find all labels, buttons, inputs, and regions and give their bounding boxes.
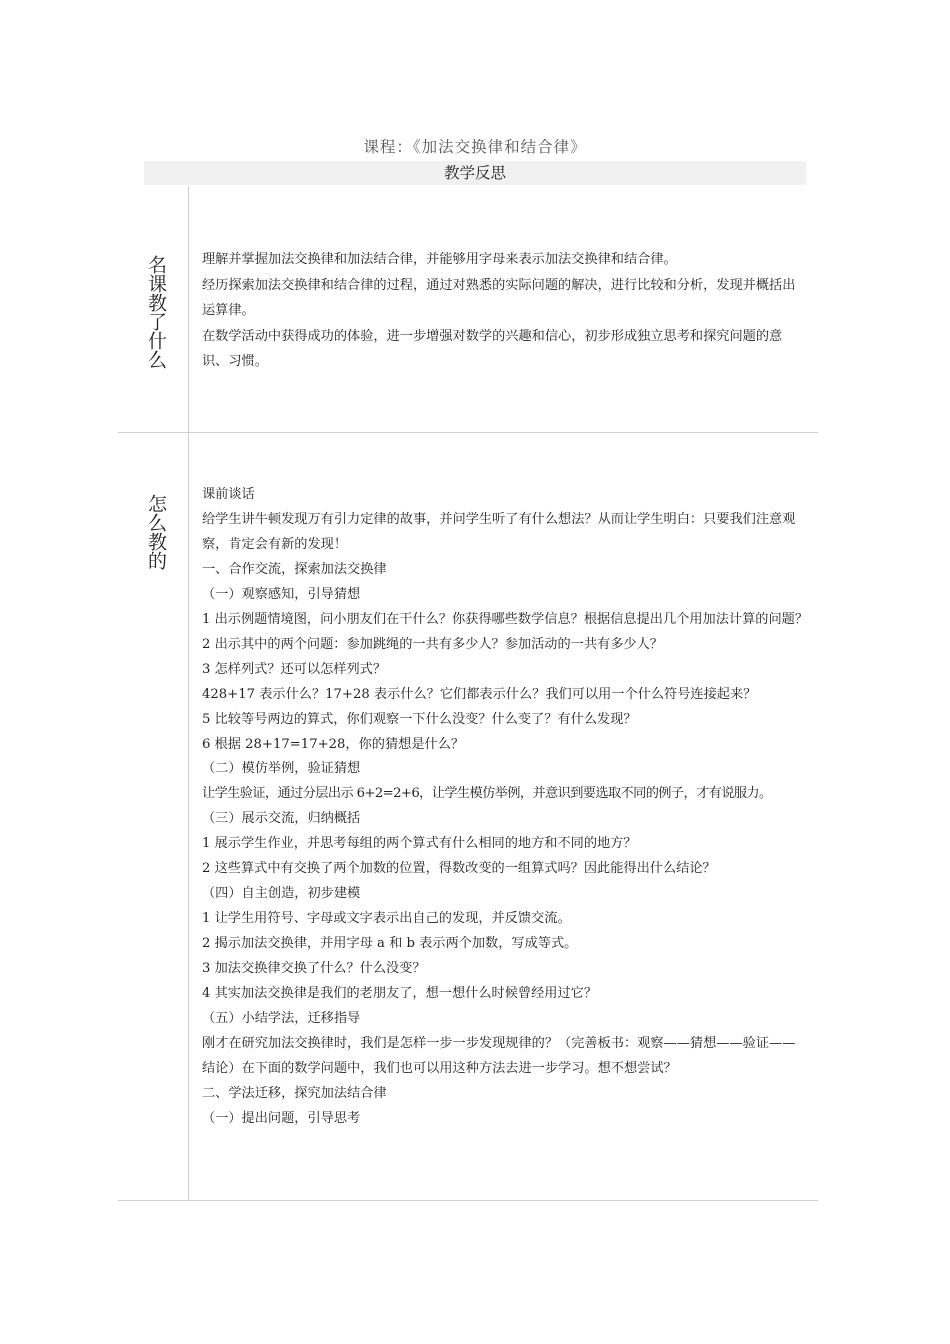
row-divider — [118, 432, 818, 433]
paragraph: 2 这些算式中有交换了两个加数的位置，得数改变的一组算式吗？因此能得出什么结论？ — [202, 861, 716, 877]
paragraph: 2 出示其中的两个问题：参加跳绳的一共有多少人？参加活动的一共有多少人？ — [202, 636, 663, 652]
paragraph: 4 其实加法交换律是我们的老朋友了，想一想什么时候曾经用过它？ — [202, 986, 598, 1002]
column-divider-row1 — [188, 186, 189, 432]
section-label-what-taught: 名课教了什么 — [145, 255, 167, 369]
section-label-how-taught: 怎么教的 — [145, 494, 167, 570]
paragraph: （一）提出问题，引导思考 — [202, 1110, 361, 1126]
paragraph: 1 出示例题情境图，问小朋友们在干什么？你获得哪些数学信息？根据信息提出几个用加法计算的问题？ — [202, 611, 809, 627]
paragraph: 给学生讲牛顿发现万有引力定律的故事，并问学生听了有什么想法？从而让学生明白：只要我们注意观察，肯定会有新的发现！ — [202, 511, 796, 552]
paragraph: 6 根据 28+17=17+28，你的猜想是什么？ — [202, 736, 465, 752]
paragraph: （一）观察感知，引导猜想 — [202, 586, 361, 602]
paragraph: 3 怎样列式？还可以怎样列式？ — [202, 661, 387, 677]
paragraph: 3 加法交换律交换了什么？什么没变？ — [202, 961, 426, 977]
paragraph: （三）展示交流，归纳概括 — [202, 811, 361, 827]
section-content-how-taught — [202, 483, 808, 1132]
paragraph: 1 展示学生作业，并思考每组的两个算式有什么相同的地方和不同的地方？ — [202, 836, 637, 852]
paragraph: （四）自主创造，初步建模 — [202, 886, 361, 902]
column-divider-row2 — [188, 433, 189, 1200]
paragraph: 428+17 表示什么？17+28 表示什么？它们都表示什么？我们可以用一个什么符号连接起来？ — [202, 686, 757, 702]
paragraph: 5 比较等号两边的算式，你们观察一下什么没变？什么变了？有什么发现？ — [202, 711, 637, 727]
paragraph: 课前谈话 — [202, 487, 255, 502]
paragraph: 一、合作交流，探索加法交换律 — [202, 561, 387, 577]
table-bottom-border — [118, 1200, 818, 1201]
section-content-what-taught — [202, 247, 808, 375]
paragraph: （五）小结学法，迁移指导 — [202, 1011, 361, 1027]
paragraph: 2 揭示加法交换律，并用字母 a 和 b 表示两个加数，写成等式。 — [202, 936, 578, 952]
paragraph: 1 让学生用符号、字母或文字表示出自己的发现，并反馈交流。 — [202, 911, 571, 927]
paragraph: 二、学法迁移，探究加法结合律 — [202, 1085, 387, 1101]
paragraph: 经历探索加法交换律和结合律的过程，通过对熟悉的实际问题的解决，进行比较和分析，发现并概括出运算律。 — [202, 277, 796, 318]
course-title: 课程：《加法交换律和结合律》 — [363, 138, 587, 156]
paragraph: 理解并掌握加法交换律和加法结合律，并能够用字母来表示加法交换律和结合律。 — [202, 252, 677, 267]
paragraph: 刚才在研究加法交换律时，我们是怎样一步一步发现规律的？（完善板书：观察——猜想——验证——结论）在下面的数学问题中，我们也可以用这种方法去进一步学习。想不想尝试？ — [202, 1035, 796, 1076]
paragraph: 让学生验证，通过分层出示 6+2=2+6，让学生模仿举例，并意识到要选取不同的例子，才有说服力。 — [202, 786, 772, 802]
paragraph: 在数学活动中获得成功的体验，进一步增强对数学的兴趣和信心，初步形成独立思考和探究问题的意识、习惯。 — [202, 328, 783, 369]
table-header: 教学反思 — [144, 161, 806, 185]
paragraph: （二）模仿举例，验证猜想 — [202, 761, 361, 777]
